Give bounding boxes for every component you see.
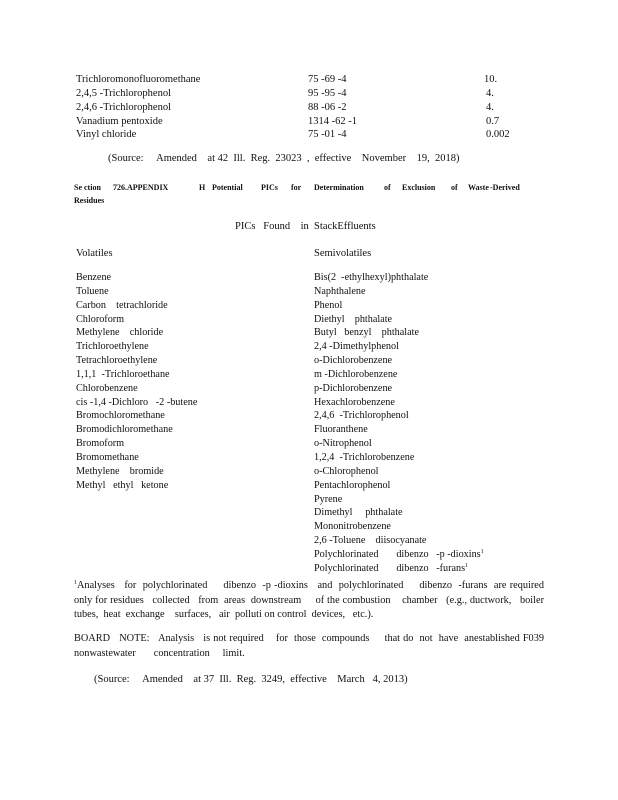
table-row xyxy=(0,73,618,87)
table-row xyxy=(0,128,618,142)
list-item: o-Chlorophenol xyxy=(314,465,379,477)
concentration-value: 10. xyxy=(484,74,498,85)
heading-word: Determination xyxy=(314,183,364,192)
list-item: Tetrachloroethylene xyxy=(76,355,158,367)
semivolatiles-list xyxy=(314,272,484,577)
heading-line2: Residues xyxy=(74,196,105,205)
list-item: Dimethyl phthalate xyxy=(314,507,403,519)
list-item-text: Polychlorinated dibenzo -p -dioxins xyxy=(314,548,481,560)
list-item: Bromomethane xyxy=(76,451,139,463)
footnote-marker: 1 xyxy=(480,548,484,555)
list-item xyxy=(314,563,484,577)
heading-word: PICs xyxy=(261,183,278,192)
list-item: o-Dichlorobenzene xyxy=(314,355,393,367)
heading-word: for xyxy=(291,183,302,192)
list-item: Butyl benzyl phthalate xyxy=(314,327,419,339)
footnote-marker: 1 xyxy=(465,562,469,569)
list-item xyxy=(314,549,484,563)
list-item: Toluene xyxy=(76,285,109,297)
list-item: 1,1,1 -Trichloroethane xyxy=(76,368,170,380)
heading-word: -Derived xyxy=(490,183,520,192)
list-item: Naphthalene xyxy=(314,285,366,297)
cas-number: 95 -95 -4 xyxy=(308,88,347,99)
footnote-marker: 1 xyxy=(74,580,77,586)
cas-number: 75 -69 -4 xyxy=(308,74,347,85)
list-item: Diethyl phthalate xyxy=(314,313,393,325)
list-item-text: Polychlorinated dibenzo -furans xyxy=(314,562,466,574)
appendix-letter: H xyxy=(199,183,206,192)
footnote-paragraph xyxy=(74,576,552,623)
cas-number: 1314 -62 -1 xyxy=(308,116,357,127)
list-item: Methyl ethyl ketone xyxy=(76,479,169,491)
volatiles-list xyxy=(76,272,197,494)
cas-number: 75 -01 -4 xyxy=(308,129,347,140)
list-item: 2,4 -Dimethylphenol xyxy=(314,341,399,353)
concentration-value: 4. xyxy=(486,102,494,113)
list-item: p-Dichlorobenzene xyxy=(314,382,393,394)
list-item: 1,2,4 -Trichlorobenzene xyxy=(314,451,415,463)
list-item: Bromochloromethane xyxy=(76,410,165,422)
heading-word: Potential xyxy=(212,183,243,192)
cas-number: 88 -06 -2 xyxy=(308,102,347,113)
list-item: Hexachlorobenzene xyxy=(314,396,395,408)
heading-word: Exclusion xyxy=(402,183,436,192)
heading-word: of xyxy=(384,183,391,192)
list-item: Benzene xyxy=(76,272,112,283)
list-item: Pyrene xyxy=(314,493,343,505)
list-item: Phenol xyxy=(314,299,343,311)
table-row xyxy=(0,87,618,101)
list-item: Mononitrobenzene xyxy=(314,521,391,533)
source-note: (Source: Amended at 37 Ill. Reg. 3249, effective March 4, 2013) xyxy=(94,674,408,685)
list-item: Bis(2 -ethylhexyl)phthalate xyxy=(314,272,429,283)
appendix-number: 726.APPENDIX xyxy=(113,183,169,192)
heading-word: Waste xyxy=(468,183,489,192)
board-note: BOARD NOTE: Analysis is not required for those compounds that do not have anestablished F039 nonwastewater concentration limit. xyxy=(74,633,550,659)
list-item: 2,6 -Toluene diisocyanate xyxy=(314,535,427,547)
list-item: Fluoranthene xyxy=(314,424,368,436)
volatiles-heading: Volatiles xyxy=(76,248,113,259)
heading-word: of xyxy=(451,183,458,192)
page-subtitle: PICs Found in StackEffluents xyxy=(235,221,376,232)
table-row xyxy=(0,101,618,115)
compound-name: Trichloromonofluoromethane xyxy=(76,74,201,85)
list-item: Pentachlorophenol xyxy=(314,479,391,491)
list-item: Bromodichloromethane xyxy=(76,424,173,436)
list-item: m -Dichlorobenzene xyxy=(314,368,398,380)
concentration-value: 4. xyxy=(486,88,494,99)
list-item: Methylene bromide xyxy=(76,465,164,477)
list-item: Methylene chloride xyxy=(76,327,164,339)
list-item: o-Nitrophenol xyxy=(314,438,372,450)
list-item: 2,4,6 -Trichlorophenol xyxy=(314,410,409,422)
list-item: Chloroform xyxy=(76,313,125,325)
compound-name: Vinyl chloride xyxy=(76,129,137,140)
list-item: Trichloroethylene xyxy=(76,341,149,353)
concentration-value: 0.002 xyxy=(486,129,510,140)
table-row xyxy=(0,115,618,129)
concentration-value: 0.7 xyxy=(486,116,500,127)
section-label: Se ction xyxy=(74,183,101,192)
list-item: cis -1,4 -Dichloro -2 -butene xyxy=(76,396,198,408)
footnote-text: Analyses for polychlorinated dibenzo -p -dioxins and polychlorinated dibenzo -furans are required only for residues collected from areas downstream of the combustion chamber (e.g., ductwork, boiler tubes, heat exchange surfaces, air polluti on control devices, etc.). xyxy=(74,580,552,620)
list-item: Chlorobenzene xyxy=(76,382,138,394)
compound-name: 2,4,6 -Trichlorophenol xyxy=(76,102,171,113)
compound-name: 2,4,5 -Trichlorophenol xyxy=(76,88,171,99)
compound-name: Vanadium pentoxide xyxy=(76,116,163,127)
source-note: (Source: Amended at 42 Ill. Reg. 23023 , effective November 19, 2018) xyxy=(108,153,460,164)
list-item: Bromoform xyxy=(76,438,125,450)
list-item: Carbon tetrachloride xyxy=(76,299,168,311)
semivolatiles-heading: Semivolatiles xyxy=(314,248,372,259)
